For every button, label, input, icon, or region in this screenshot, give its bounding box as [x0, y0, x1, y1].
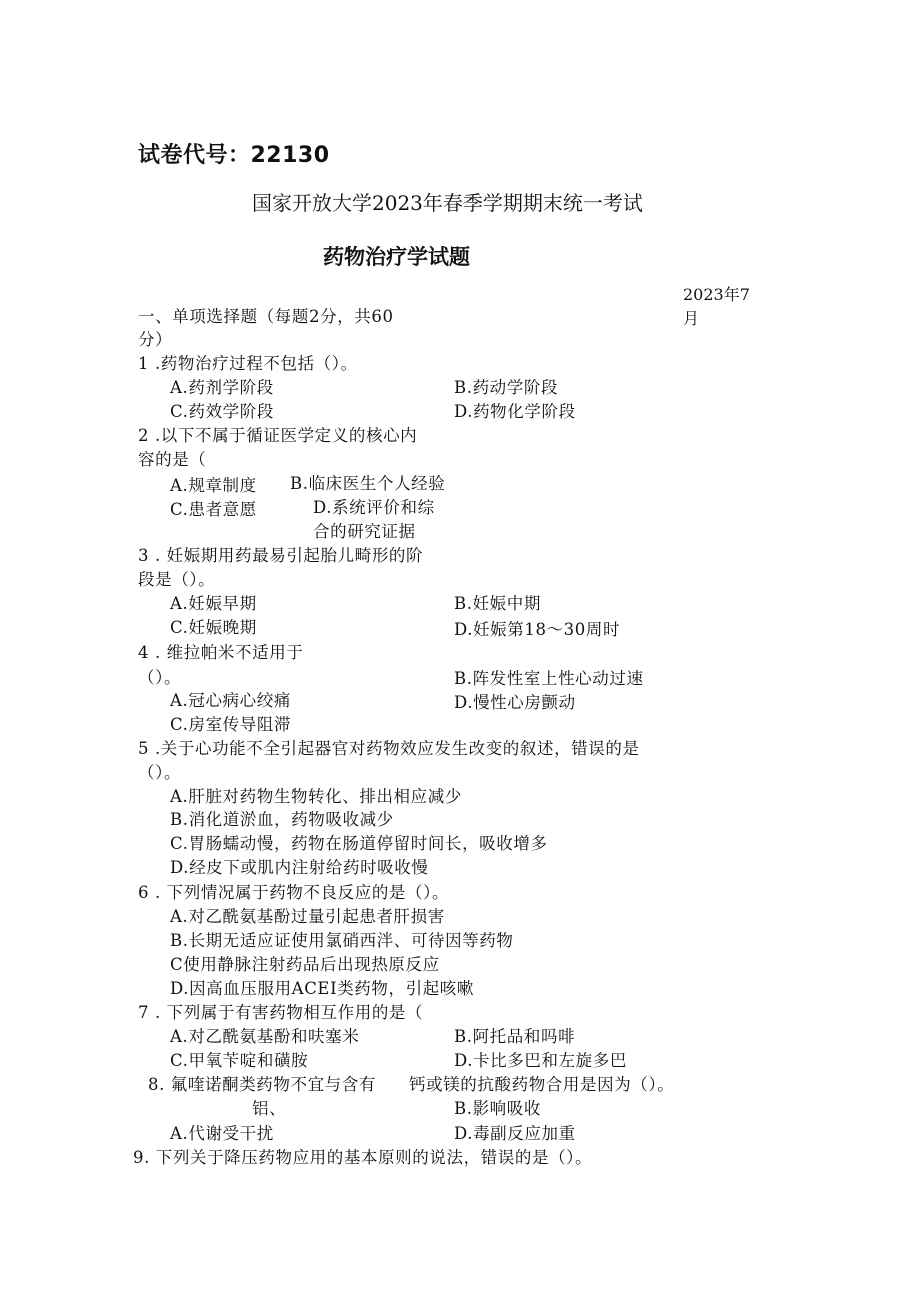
- question-2-option-a: A.规章制度: [170, 476, 257, 495]
- question-3-option-c: C.妊娠晚期: [170, 618, 257, 637]
- exam-date-line2: 月: [683, 309, 700, 328]
- question-8-option-a: A.代谢受干扰: [170, 1124, 274, 1143]
- question-1-option-b: B.药动学阶段: [454, 378, 559, 397]
- exam-title: 国家开放大学2023年春季学期期末统一考试: [252, 191, 643, 215]
- question-2-option-b: B.临床医生个人经验: [290, 474, 446, 493]
- question-4-option-c: C.房室传导阻滞: [170, 715, 292, 734]
- question-2-option-d-line1: D.系统评价和综: [313, 498, 435, 517]
- question-2-option-c: C.患者意愿: [170, 500, 257, 519]
- question-8-stem-part3: 铝、: [252, 1099, 287, 1118]
- question-7-option-c: C.甲氧苄啶和磺胺: [170, 1051, 309, 1070]
- question-6-option-a: A.对乙酰氨基酚过量引起患者肝损害: [170, 907, 445, 926]
- question-7-option-a: A.对乙酰氨基酚和呋塞米: [170, 1027, 360, 1046]
- subject-title: 药物治疗学试题: [323, 244, 470, 269]
- question-8-stem-part1: 8. 氟喹诺酮类药物不宜与含有: [148, 1075, 376, 1094]
- section-title-line1: 一、单项选择题（每题2分，共60: [138, 307, 394, 326]
- question-2-option-d-line2: 合的研究证据: [313, 522, 416, 541]
- question-1-stem: 1 .药物治疗过程不包括（）。: [138, 354, 358, 373]
- question-5-stem-line2: （）。: [138, 763, 182, 782]
- question-6-stem: 6 . 下列情况属于药物不良反应的是（）。: [138, 883, 450, 902]
- paper-code: 试卷代号：22130: [138, 143, 330, 168]
- question-9-stem: 9. 下列关于降压药物应用的基本原则的说法，错误的是（）。: [133, 1148, 593, 1167]
- question-8-option-d: D.毒副反应加重: [454, 1124, 576, 1143]
- question-3-option-b: B.妊娠中期: [454, 594, 541, 613]
- question-2-stem-line1: 2 .以下不属于循证医学定义的核心内: [138, 426, 418, 445]
- question-5-option-b: B.消化道淤血，药物吸收减少: [170, 810, 394, 829]
- question-3-option-d: D.妊娠第18～30周时: [454, 620, 621, 639]
- question-4-stem-line1: 4 . 维拉帕米不适用于: [138, 643, 304, 662]
- question-1-option-d: D.药物化学阶段: [454, 402, 576, 421]
- question-7-stem: 7 . 下列属于有害药物相互作用的是（: [138, 1003, 424, 1022]
- question-5-option-d: D.经皮下或肌内注射给药时吸收慢: [170, 858, 429, 877]
- question-2-stem-line2: 容的是（: [138, 450, 207, 469]
- question-8-option-b: B.影响吸收: [454, 1099, 541, 1118]
- question-3-option-a: A.妊娠早期: [170, 594, 257, 613]
- question-4-option-b: B.阵发性室上性心动过速: [454, 669, 644, 688]
- question-1-option-a: A.药剂学阶段: [170, 378, 274, 397]
- question-5-option-c: C.胃肠蠕动慢，药物在肠道停留时间长，吸收增多: [170, 834, 548, 853]
- question-6-option-b: B.长期无适应证使用氯硝西泮、可待因等药物: [170, 931, 514, 950]
- question-4-stem-line2: （）。: [138, 668, 182, 687]
- question-5-stem-line1: 5 .关于心功能不全引起器官对药物效应发生改变的叙述，错误的是: [138, 739, 640, 758]
- section-title-line2: 分）: [138, 330, 173, 349]
- question-5-option-a: A.肝脏对药物生物转化、排出相应减少: [170, 787, 462, 806]
- question-8-stem-part2: 钙或镁的抗酸药物合用是因为（）。: [409, 1075, 675, 1094]
- question-4-option-d: D.慢性心房颤动: [454, 693, 576, 712]
- question-3-stem-line1: 3 . 妊娠期用药最易引起胎儿畸形的阶: [138, 546, 424, 565]
- question-7-option-d: D.卡比多巴和左旋多巴: [454, 1051, 627, 1070]
- question-6-option-c: C使用静脉注射药品后出现热原反应: [170, 955, 440, 974]
- exam-date-line1: 2023年7: [683, 285, 750, 304]
- question-4-option-a: A.冠心病心绞痛: [170, 691, 291, 710]
- question-3-stem-line2: 段是（）。: [138, 570, 216, 589]
- question-1-option-c: C.药效学阶段: [170, 402, 274, 421]
- question-6-option-d: D.因高血压服用ACEI类药物，引起咳嗽: [170, 979, 474, 998]
- question-7-option-b: B.阿托品和吗啡: [454, 1027, 576, 1046]
